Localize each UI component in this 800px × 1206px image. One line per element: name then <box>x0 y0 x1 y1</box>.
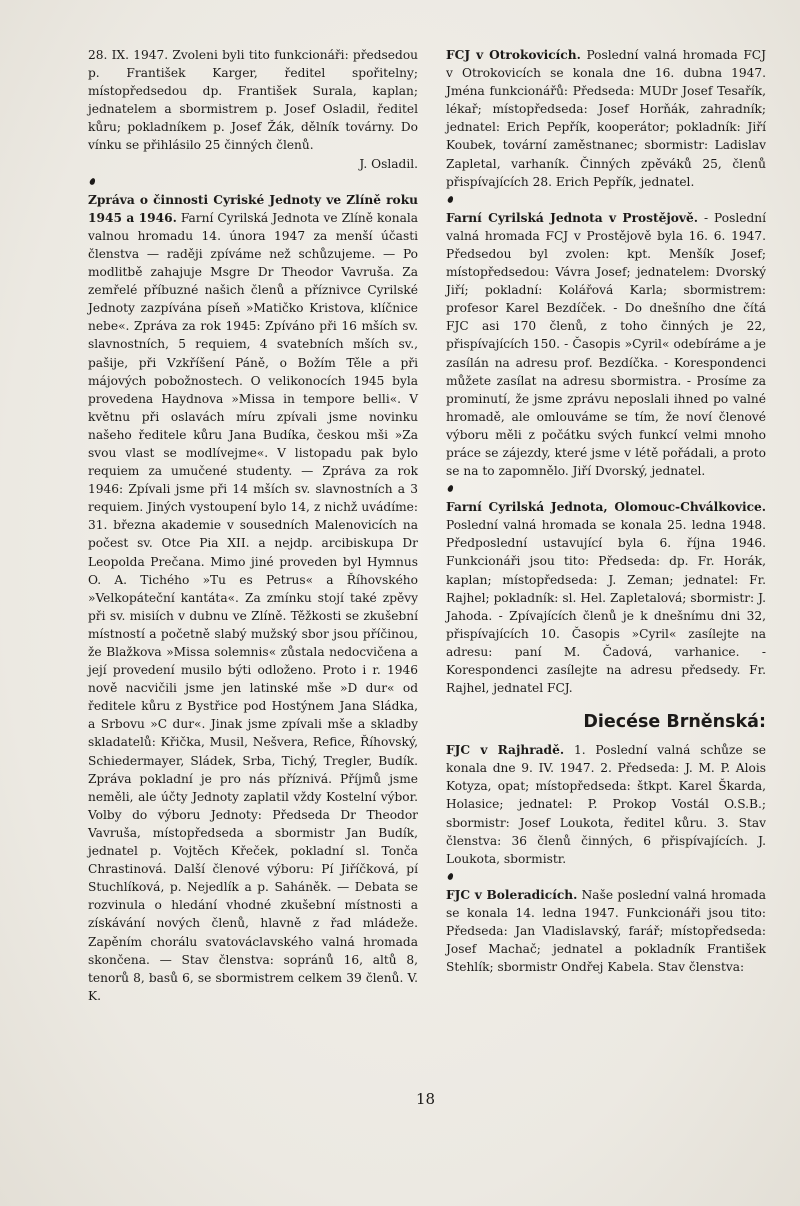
zlin-report <box>88 191 418 1005</box>
section-separator-bullet-icon <box>446 480 766 498</box>
intro-signature: J. Osladil. <box>359 156 418 171</box>
boleradice-report <box>446 886 766 976</box>
prostejov-text: - Poslední valná hromada FCJ v Prostějově byla 16. 6. 1947. Předsedou byl zvolen: kpt. Menšík Josef; místopředsedou: Vávra Josef; jednatelem: Dvorský Jiří; pokladní: Kolářová Karla; sbormistrem: profesor Karel Bezdíček. - Do dnešního dne čítá FJC asi 170 členů, z toho činných je 22, přispívajících 150. - Časopis »Cyril« odebíráme a je zasílán na adresu prof. Bezdíčka. - Korespondenci můžete zasílat na adresu sbormistra. - Prosíme za prominutí, že jsme zprávu neposlali ihned po valné hromadě, ale omlouváme se tím, že noví členové výboru měli z počátku svých funkcí velmi mnoho práce se zájezdy, které jsme v létě pořádali, a proto se na to zapomnělo. Jiří Dvorský, jednatel. <box>446 210 767 479</box>
otrokovice-report <box>446 46 766 191</box>
diocese-heading: Diecése Brněnská: <box>583 712 766 733</box>
page-number: 18 <box>416 1090 436 1108</box>
section-separator-bullet-icon <box>446 868 766 886</box>
zlin-signature: V. K. <box>88 970 419 1003</box>
olomouc-report <box>446 498 766 697</box>
otrokovice-text: Poslední valná hromada FCJ v Otrokovicích se konala dne 16. dubna 1947. Jména funkcionářů: Předseda: MUDr Josef Tesařík, lékař; místopředseda: Josef Horňák, zahradník; jednatel: Erich Pepřík, kooperátor; pokladník: Jiří Koubek, tovární zaměstnanec; sbormistr: Ladislav Zapletal, varhaník. Činných zpěváků 25, členů přispívajících 28. Erich Pepřík, jednatel. <box>446 48 766 189</box>
left-column <box>88 46 418 1005</box>
boleradice-text: Naše poslední valná hromada se konala 14. ledna 1947. Funkcionáři jsou tito: Předseda: Jan Vladislavský, farář; místopředseda: Josef Machač; jednatel a pokladník František Stehlík; sbormistr Ondřej Kabela. Stav členstva: <box>446 887 766 975</box>
right-column <box>446 46 766 976</box>
zlin-heading: Zpráva o činnosti Cyriské Jednoty ve Zlíně roku 1945 a 1946. <box>88 192 418 225</box>
prostejov-report <box>446 209 766 480</box>
prostejov-heading: Farní Cyrilská Jednota v Prostějově. <box>446 210 698 225</box>
zlin-text: Farní Cyrilská Jednota ve Zlíně konala valnou hromadu 14. února 1947 za menší účasti členstva — raději zpíváme než schůzujeme. — Po modlitbě zahajuje Msgre Dr Theodor Vavruša. Za zemřelé příbuzné našich členů a příznivce Cyrilské Jednoty zazpívána píseň »Matičko Kristova, klíčnice nebe«. Zpráva za rok 1945: Zpíváno při 16 mších sv. slavnostních, 5 requiem, 4 svatebních mších sv., pašije, při Vzkříšení Páně, o Božím Těle a při májových pobožnostech. O velikonocích 1945 byla provedena Haydnova »Missa in tempore belli«. V květnu při oslavách míru zpívali jsme novinku našeho ředitele kůru Jana Budíka, českou mši »Za svou vlast se modlívejme«. V listopadu pak bylo requiem za umučené studenty. — Zpráva za rok 1946: Zpívali jsme při 14 mších sv. slavnostních a 3 requiem. Jiných vystoupení bylo 14, z nichž uvádíme: 31. března akademie v sousedních Malenovicích na počest sv. Otce Pia XII. a nejdp. arcibiskupa Dr Leopolda Prečana. Mimo jiné proveden byl Hymnus O. A. Tichého »Tu es Petrus« a Říhovského »Velkopáteční kantáta«. Za zmínku stojí také zpěvy při sv. misiích v dubnu ve Zlíně. Těžkosti se zkušební místností a početně slabý mužský sbor jsou příčinou, že Blažkova »Missa solemnis« zůstala nedocvičena a její provedení musilo býti odloženo. Proto i r. 1946 nově nacvičili jsme jen latinské mše »D dur« od ředitele kůru z Bystřice pod Hostýnem Jana Sládka, a Srbovu »C dur«. Jinak jsme zpívali mše a skladby skladatelů: Křička, Musil, Nešvera, Refice, Říhovský, Schiedermayer, Sládek, Srba, Tichý, Tregler, Budík. Zpráva pokladní je pro nás příznivá. Příjmů jsme neměli, ale účty Jednoty zaplatil vždy Kostelní výbor. Volby do výboru Jednoty: Předseda Dr Theodor Vavruša, místopředseda a sbormistr Jan Budík, jednatel p. Vojtěch Křeček, pokladní sl. Tonča Chrastinová. Další členové výboru: Pí Jiříčková, pí Stuchlíková, p. Nejedlík a p. Saháněk. — Debata se rozvinula o hledání vhodné zkušební místnosti a získávání nových členů, hlavně z řad mládeže. Zapěním chorálu svatováclavského valná hromada skončena. — Stav členstva: sopránů 16, altů 8, tenorů 8, basů 6, se sbormistrem celkem 39 členů. <box>88 210 419 985</box>
section-separator-bullet-icon <box>88 173 418 191</box>
rajhrad-text: 1. Poslední valná schůze se konala dne 9. IV. 1947. 2. Předseda: J. M. P. Alois Kotyza, opat; místopředseda: štkpt. Karel Škarda, Holasice; jednatel: P. Prokop Vostál O.S.B.; sbormistr: Josef Loukota, ředitel kůru. 3. Stav členstva: 36 členů činných, 6 přispívajících. J. Loukota, sbormistr. <box>446 743 766 866</box>
rajhrad-report <box>446 741 766 868</box>
otrokovice-heading: FCJ v Otrokovicích. <box>446 48 581 62</box>
intro-text: 28. IX. 1947. Zvoleni byli tito funkcionáři: předsedou p. František Karger, ředitel spořitelny; místopředsedou dp. František Surala, kaplan; jednatelem a sbormistrem p. Josef Osladil, ředitel kůru; pokladníkem p. Josef Žák, dělník továrny. Do vínku se přihlásilo 25 činných členů. <box>88 48 418 153</box>
olomouc-text: Poslední valná hromada se konala 25. ledna 1948. Předposlední ustavující byla 6. října 1946. Funkcionáři jsou tito: Předseda: dp. Fr. Horák, kaplan; místopředseda: J. Zeman; jednatel: Fr. Rajhel; pokladník: sl. Hel. Zapletalová; sbormistr: J. Jahoda. - Zpívajících členů je k dnešnímu dni 32, přispívajících 10. Časopis »Cyril« zasílejte na adresu: paní M. Čadová, varhanice. - Korespondenci zasílejte na adresu předsedy. Fr. Rajhel, jednatel FCJ. <box>446 518 766 696</box>
rajhrad-heading: FJC v Rajhradě. <box>446 743 565 758</box>
boleradice-heading: FJC v Boleradicích. <box>446 887 578 902</box>
section-separator-bullet-icon <box>446 191 766 209</box>
intro-paragraph <box>88 46 418 155</box>
olomouc-heading: Farní Cyrilská Jednota, Olomouc-Chválkovice. <box>446 500 766 515</box>
